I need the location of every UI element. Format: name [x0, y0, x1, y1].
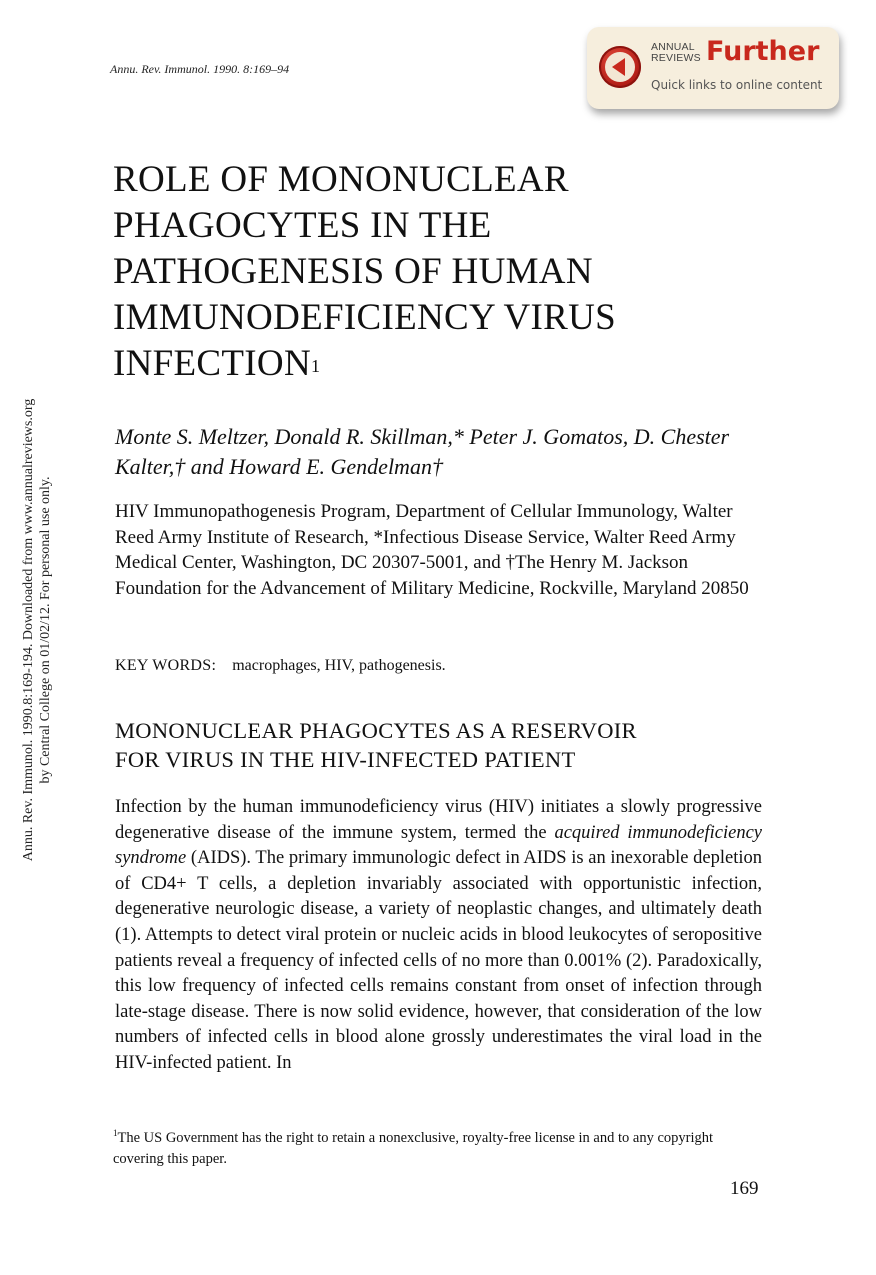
affiliation: HIV Immunopathogenesis Program, Department of Cellular Immunology, Walter Reed Army Institute of Research, *Infectious Disease Service, Walter Reed Army Medical Center, Washington, DC 20307-5001, and †The Henry M. Jackson Foundation for the Advancement of Military Medicine, Rockville, Maryland 20850 — [115, 501, 749, 599]
footnote — [113, 1123, 763, 1170]
body-text-part-2: (AIDS). The primary immunologic defect in AIDS is an inexorable depletion of CD4+ T cells, a depletion invariably associated with opportunistic infection, degenerative neurologic disease, a variety of neoplastic changes, and ultimately death (1). Attempts to detect viral protein or nucleic acids in blood leukocytes of seropositive patients reveal a frequency of infected cells of no more than 0.001% (2). Paradoxically, this low frequency of infected cells remains constant from onset of infection through late-stage disease. There is now solid evidence, however, that consideration of the low numbers of infected cells in blood alone grossly underestimates the viral load in the HIV-infected patient. In — [115, 848, 762, 1073]
play-back-arrow-icon[interactable] — [599, 46, 641, 88]
section-heading — [115, 716, 637, 774]
title-line-3: PATHOGENESIS OF HUMAN — [113, 251, 593, 292]
further-word: Further — [706, 36, 820, 67]
aids-term: acquired immunodeficiency syndrome — [115, 822, 762, 869]
title-line-5: INFECTION — [113, 343, 311, 384]
download-watermark — [20, 350, 60, 910]
footnote-text: The US Government has the right to retain a nonexclusive, royalty-free license in and to any copyright covering this paper. — [113, 1129, 714, 1167]
further-links-badge[interactable] — [587, 27, 839, 109]
page-number: 169 — [730, 1178, 759, 1199]
keywords-value: macrophages, HIV, pathogenesis. — [232, 657, 446, 674]
section-heading-line-2: FOR VIRUS IN THE HIV-INFECTED PATIENT — [115, 747, 576, 772]
title-line-1: ROLE OF MONONUCLEAR — [113, 159, 569, 200]
annual-reviews-wordmark — [651, 42, 701, 64]
journal-citation: Annu. Rev. Immunol. 1990. 8:169–94 — [110, 62, 290, 76]
watermark-line-1: Annu. Rev. Immunol. 1990.8:169-194. Downloaded from www.annualreviews.org — [21, 398, 36, 862]
watermark-line-2: by Central College on 01/02/12. For personal use only. — [38, 476, 53, 784]
section-heading-line-1: MONONUCLEAR PHAGOCYTES AS A RESERVOIR — [115, 718, 637, 743]
body-text-part-1: Infection by the human immunodeficiency virus (HIV) initiates a slowly progressive degenerative disease of the immune system, termed the — [115, 797, 762, 843]
further-subtitle: Quick links to online content — [651, 78, 823, 92]
title-line-4: IMMUNODEFICIENCY VIRUS — [113, 297, 617, 338]
footnote-mark: 1 — [113, 1128, 118, 1138]
keywords-line — [115, 657, 446, 675]
annual-reviews-line1: ANNUAL — [651, 41, 695, 53]
title-line-2: PHAGOCYTES IN THE — [113, 205, 492, 246]
body-paragraph — [115, 795, 762, 1077]
title-footnote-mark[interactable]: 1 — [310, 356, 321, 376]
article-title — [113, 157, 616, 387]
author-list: Monte S. Meltzer, Donald R. Skillman,* Peter J. Gomatos, D. Chester Kalter,† and Howard E. Gendelman† — [115, 424, 730, 479]
body-text — [115, 795, 762, 1077]
annual-reviews-line2: REVIEWS — [651, 52, 701, 64]
keywords-label: KEY WORDS: — [115, 657, 217, 674]
